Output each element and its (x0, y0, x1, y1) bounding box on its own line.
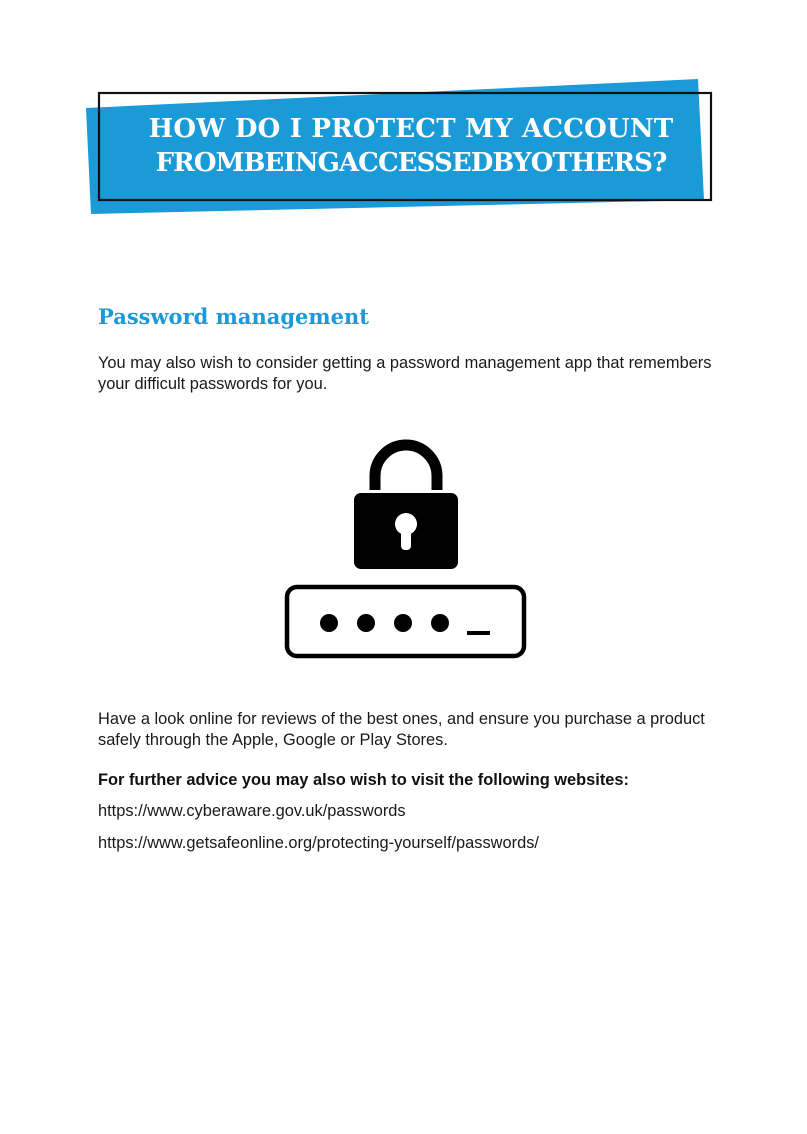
reviews-paragraph: Have a look online for reviews of the best ones, and ensure you purchase a product safely through the Apple, Google or Play Stores. (98, 710, 705, 749)
link-getsafeonline[interactable]: https://www.getsafeonline.org/protecting-yourself/passwords/ (98, 834, 539, 852)
intro-paragraph: You may also wish to consider getting a password management app that remembers your difficult passwords for you. (98, 354, 712, 393)
page-title (108, 112, 714, 180)
padlock-icon (354, 445, 458, 569)
advice-heading: For further advice you may also wish to visit the following websites: (98, 771, 629, 789)
password-field-icon (287, 587, 524, 656)
page-title-line-1: HOW DO I PROTECT MY ACCOUNT (148, 114, 674, 144)
link-cyberaware[interactable]: https://www.cyberaware.gov.uk/passwords (98, 802, 406, 820)
title-banner (86, 76, 716, 216)
section-heading: Password management (98, 304, 369, 329)
page-title-line-2: FROMBEINGACCESSEDBYOTHERS? (155, 148, 667, 178)
password-illustration (280, 435, 530, 668)
